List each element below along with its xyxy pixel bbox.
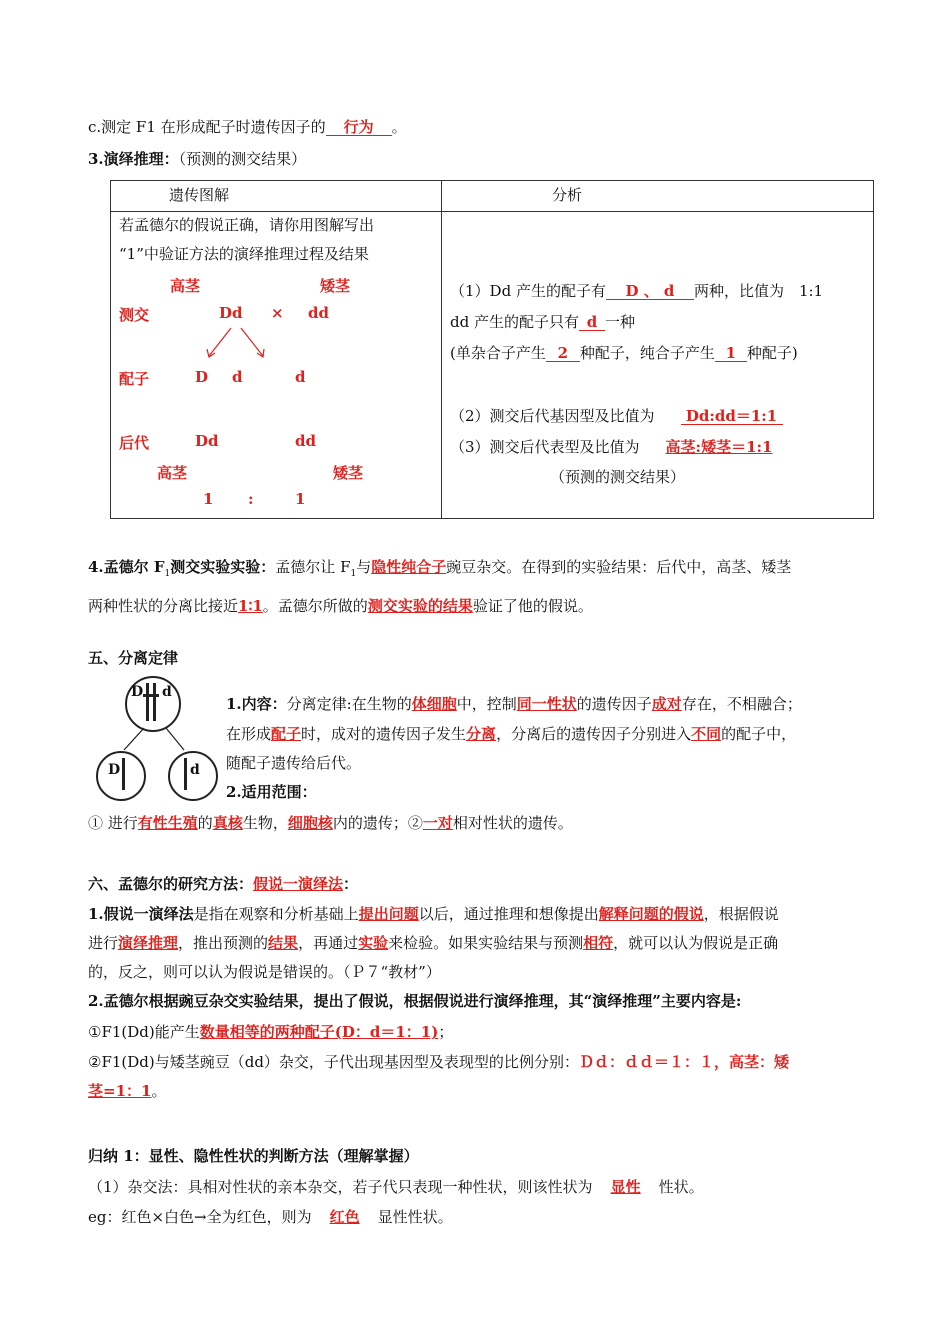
testcross-experiment-line1: 4.孟德尔 $F_1$测交实验实验：孟德尔让 $F_1$与隐性纯合子豌豆杂交。在得到的实验结果：后代中，高茎、矮茎 xyxy=(88,558,792,579)
analysis-cell: （1）Dd 产生的配子有 D 、 d 两种，比值为 1:1 dd 产生的配子只有 d 一种 (单杂合子产生 2 种配子，纯合子产生 1 种配子) （2）测交后代基因型及比值为 Dd:dd＝1:1 （3）测交后代表型及比值为 高茎:矮茎＝1:1 （预测的测交结果） xyxy=(442,212,874,519)
scope-line: ① 进行有性生殖的真核生物，细胞核内的遗传；②一对相对性状的遗传。 xyxy=(88,814,573,832)
table-header-analysis: 分析 xyxy=(442,181,874,212)
parent-dd-homo: dd xyxy=(308,304,329,322)
diagram-cell: 若孟德尔的假说正确，请你用图解写出 “1”中验证方法的演绎推理过程及结果 高茎 矮茎 测交 Dd × dd 配子 D d d 后代 Dd dd 高茎 矮茎 1 : 1 xyxy=(111,212,442,519)
table-header-diagram: 遗传图解 xyxy=(111,181,442,212)
answer-genotype-ratio: Dd:dd＝1:1 xyxy=(681,408,783,425)
segregation-content-line1: 1.内容：分离定律:在生物的体细胞中，控制同一性状的遗传因子成对存在，不相融合； xyxy=(226,695,802,713)
deduction-heading: 3.演绎推理：（预测的测交结果） xyxy=(88,150,307,168)
answer-phenotype-ratio: 高茎:矮茎＝1:1 xyxy=(665,438,773,456)
scope-heading: 2.适用范围： xyxy=(226,783,317,801)
gamete-arrows xyxy=(201,324,271,364)
gamete-cell-left xyxy=(96,751,146,801)
testcross-experiment-line2: 两种性状的分离比接近1∶1。孟德尔所做的测交实验的结果验证了他的假说。 xyxy=(88,597,593,615)
chromosome-diagram: D d D d xyxy=(96,676,216,801)
segregation-law-heading: 五、分离定律 xyxy=(88,649,179,667)
answer-gametes: D 、 d xyxy=(606,283,694,300)
answer-behavior: 行为 xyxy=(326,119,392,136)
research-method-heading: 六、孟德尔的研究方法：假说一演绎法： xyxy=(88,875,359,893)
measure-line: c.测定 F1 在形成配子时遗传因子的 行为 。 xyxy=(88,118,407,136)
genetic-diagram-table xyxy=(110,180,874,519)
dominance-heading: 归纳 1：显性、隐性性状的判断方法（理解掌握） xyxy=(88,1147,419,1165)
segregation-content-line2: 在形成配子时，成对的遗传因子发生分离，分离后的遗传因子分别进入不同的配子中， xyxy=(226,725,797,743)
parent-dd-hetero: Dd xyxy=(219,304,243,322)
